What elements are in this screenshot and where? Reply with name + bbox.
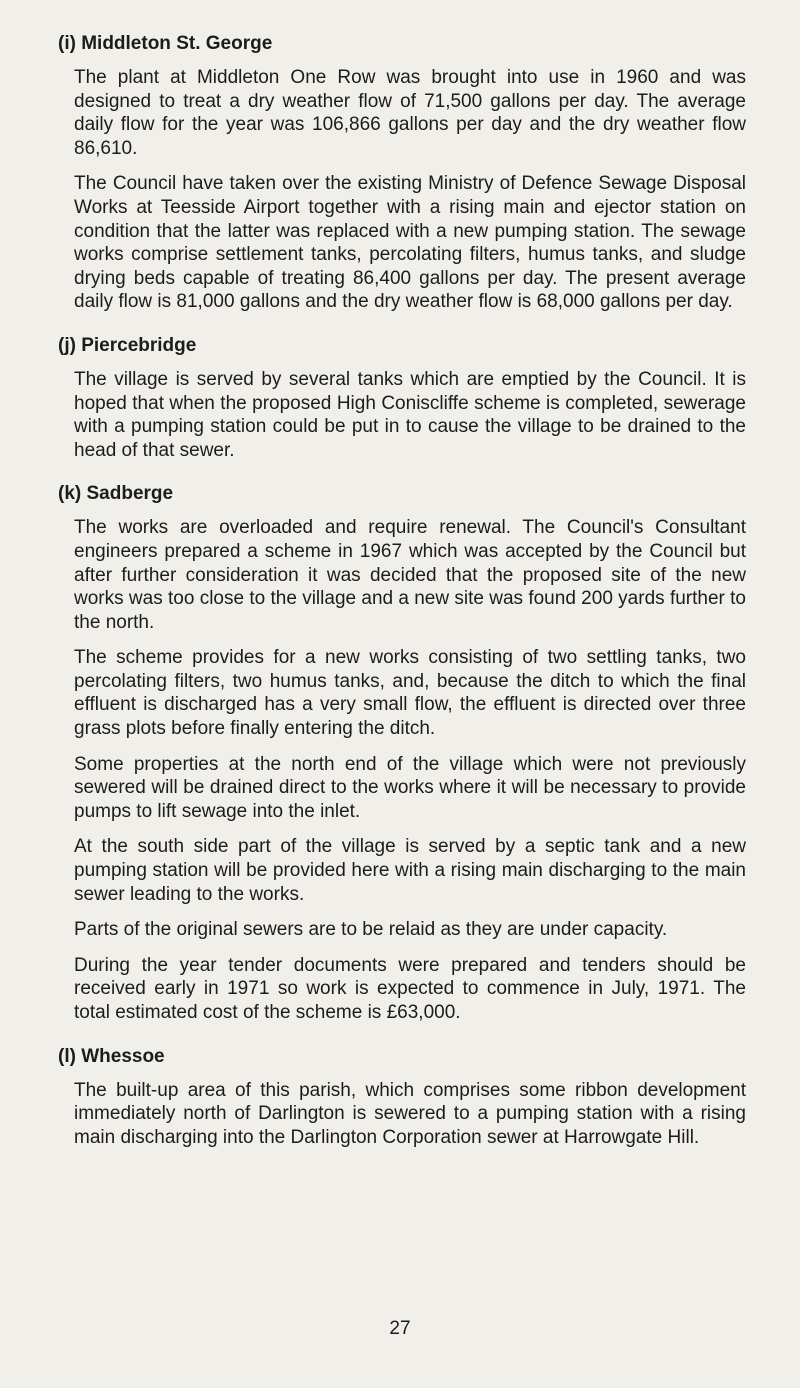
paragraph: During the year tender documents were prepared and tenders should be received early in 1971 so work is expected to commence in July, 1971. The total estimated cost of the scheme is £63,000. — [74, 954, 746, 1023]
document-page — [58, 32, 746, 1169]
paragraph: The village is served by several tanks which are emptied by the Council. It is hoped that when the proposed High Coniscliffe scheme is completed, sewerage with a pumping station could be put in to cause the village to be drained to the head of that sewer. — [74, 368, 746, 461]
section-whessoe — [58, 1045, 746, 1150]
paragraph: Parts of the original sewers are to be relaid as they are under capacity. — [74, 919, 668, 941]
paragraph: The plant at Middleton One Row was brought into use in 1960 and was designed to treat a dry weather flow of 71,500 gallons per day. The average daily flow for the year was 106,866 gallons per day and the dry weather flow 86,610. — [74, 67, 746, 159]
section-piercebridge — [58, 334, 746, 462]
page-number: 27 — [389, 1318, 411, 1339]
paragraph: The built-up area of this parish, which comprises some ribbon development immediately north of Darlington is sewered to a pumping station with a rising main discharging into the Darlington Corporation sewer at Harrowgate Hill. — [74, 1079, 746, 1148]
section-heading: (i) Middleton St. George — [58, 33, 273, 54]
paragraph: The scheme provides for a new works consisting of two settling tanks, two percolating filters, two humus tanks, and, because the ditch to which the final effluent is discharged has a very small flow, the effluent is directed over three grass plots before finally entering the ditch. — [74, 647, 746, 740]
paragraph: At the south side part of the village is served by a septic tank and a new pumping station will be provided here with a rising main discharging to the main sewer leading to the works. — [74, 836, 746, 905]
section-heading: (j) Piercebridge — [58, 334, 197, 356]
section-heading: (k) Sadberge — [58, 483, 174, 505]
paragraph: The works are overloaded and require renewal. The Council's Consultant engineers prepared a scheme in 1967 which was accepted by the Council but after further consideration it was decided that the proposed site of the new works was too close to the village and a new site was found 200 yards further to the north. — [74, 517, 746, 633]
section-sadberge — [58, 482, 746, 1024]
section-middleton-st-george — [58, 32, 746, 314]
paragraph: The Council have taken over the existing Ministry of Defence Sewage Disposal Works at Teesside Airport together with a rising main and ejector station on condition that the latter was replaced with a new pumping station. The sewage works comprise settlement tanks, percolating filters, humus tanks, and sludge drying beds capable of treating 86,400 gallons per day. The present average daily flow is 81,000 gallons and the dry weather flow is 68,000 gallons per day. — [74, 173, 746, 313]
paragraph: Some properties at the north end of the village which were not previously sewered will be drained direct to the works where it will be necessary to provide pumps to lift sewage into the inlet. — [74, 753, 746, 822]
section-heading: (l) Whessoe — [58, 1045, 165, 1067]
